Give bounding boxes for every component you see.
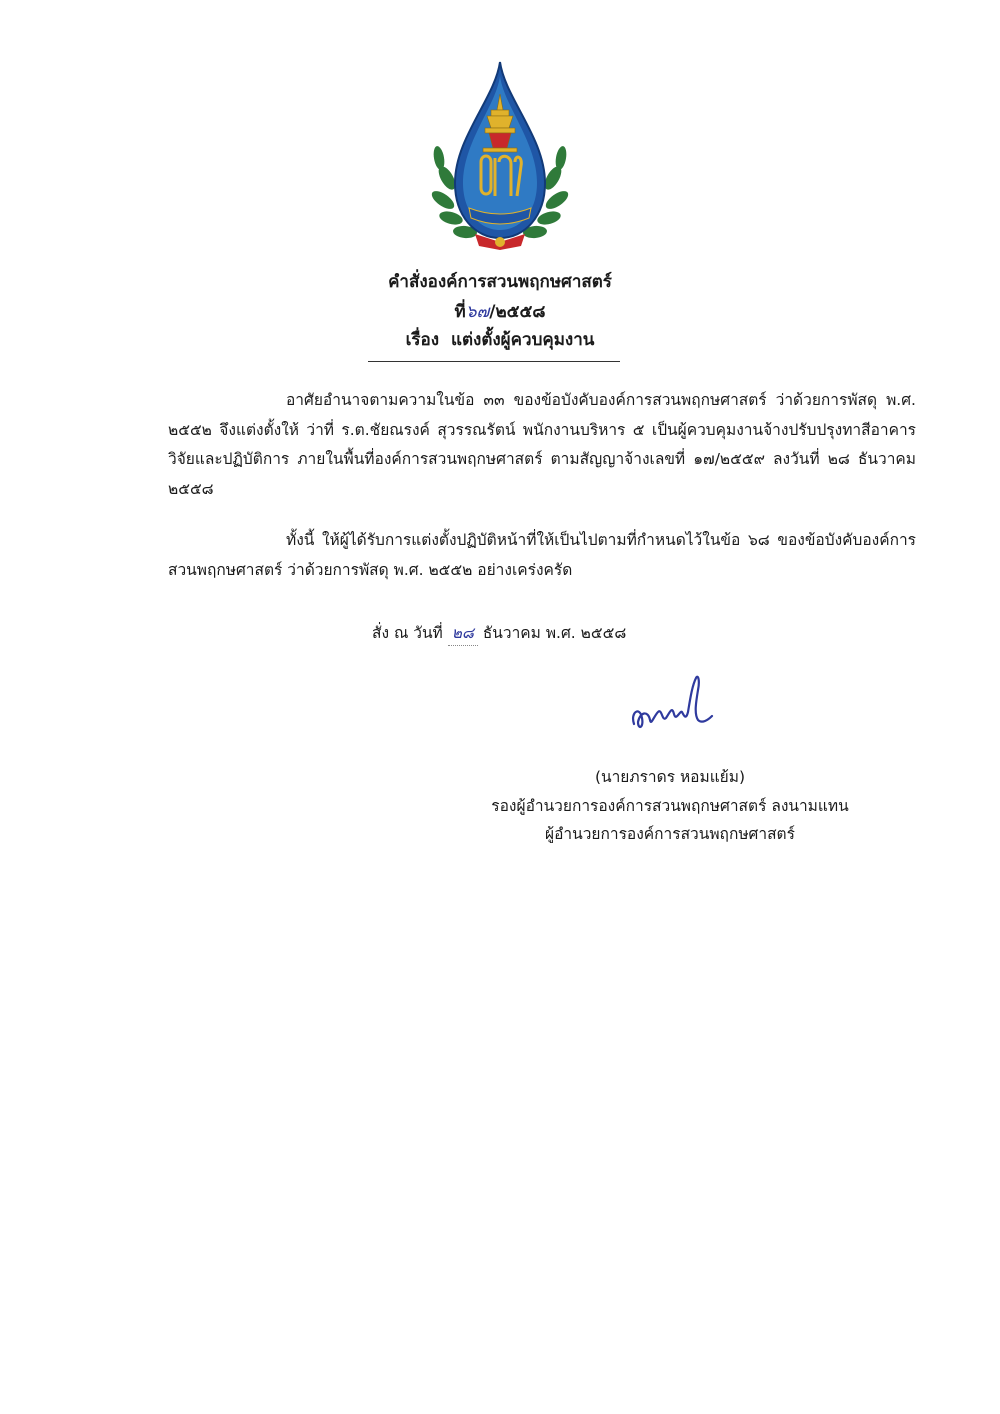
- given-day-handwritten: ๒๘: [448, 620, 478, 646]
- given-date-line: [372, 620, 626, 646]
- given-prefix: สั่ง ณ วันที่: [372, 624, 443, 642]
- paragraph-2-text: ทั้งนี้ ให้ผู้ได้รับการแต่งตั้งปฏิบัติหน้าที่ให้เป็นไปตามที่กำหนดไว้ในข้อ ๖๘ ของข้อบังคับองค์การสวนพฤกษศาสตร์ ว่าด้วยการพัสดุ พ.ศ. ๒๕๕๒ อย่างเคร่งครัด: [168, 531, 916, 579]
- body-paragraph-1: [168, 386, 916, 504]
- order-subject: [250, 326, 750, 353]
- body-paragraph-2: [168, 526, 916, 585]
- order-number: [250, 298, 750, 325]
- order-number-prefix: ที่: [454, 302, 466, 322]
- order-number-suffix: /๒๕๕๘: [489, 302, 546, 322]
- subject-text: แต่งตั้งผู้ควบคุมงาน: [451, 330, 595, 350]
- given-suffix: ธันวาคม พ.ศ. ๒๕๕๘: [482, 624, 627, 642]
- order-title: คำสั่งองค์การสวนพฤกษศาสตร์: [388, 272, 612, 292]
- signatory-position-1: รองผู้อำนวยการองค์การสวนพฤกษศาสตร์ ลงนามแทน: [491, 797, 849, 815]
- emblem-drop-icon: [425, 58, 575, 253]
- organization-emblem: [425, 58, 575, 253]
- paragraph-1-text: อาศัยอำนาจตามความในข้อ ๓๓ ของข้อบังคับองค์การสวนพฤกษศาสตร์ ว่าด้วยการพัสดุ พ.ศ. ๒๕๕๒ จึงแต่งตั้งให้ ว่าที่ ร.ต.ชัยณรงค์ สุวรรณรัตน์ พนักงานบริหาร ๕ เป็นผู้ควบคุมงานจ้างปรับปรุงทาสีอาคารวิจัยและปฏิบัติการ ภายในพื้นที่องค์การสวนพฤกษศาสตร์ ตามสัญญาจ้างเลขที่ ๑๗/๒๕๕๙ ลงวันที่ ๒๘ ธันวาคม ๒๕๕๘: [168, 391, 916, 498]
- handwritten-signature: [626, 666, 716, 746]
- order-number-handwritten: ๖๗: [465, 302, 490, 322]
- heading-divider: [368, 361, 620, 362]
- signatory-name: (นายภราดร หอมแย้ม): [594, 768, 746, 786]
- subject-label: เรื่อง: [405, 330, 440, 350]
- signatory-position-2: ผู้อำนวยการองค์การสวนพฤกษศาสตร์: [545, 825, 795, 843]
- signature-icon: [626, 666, 716, 746]
